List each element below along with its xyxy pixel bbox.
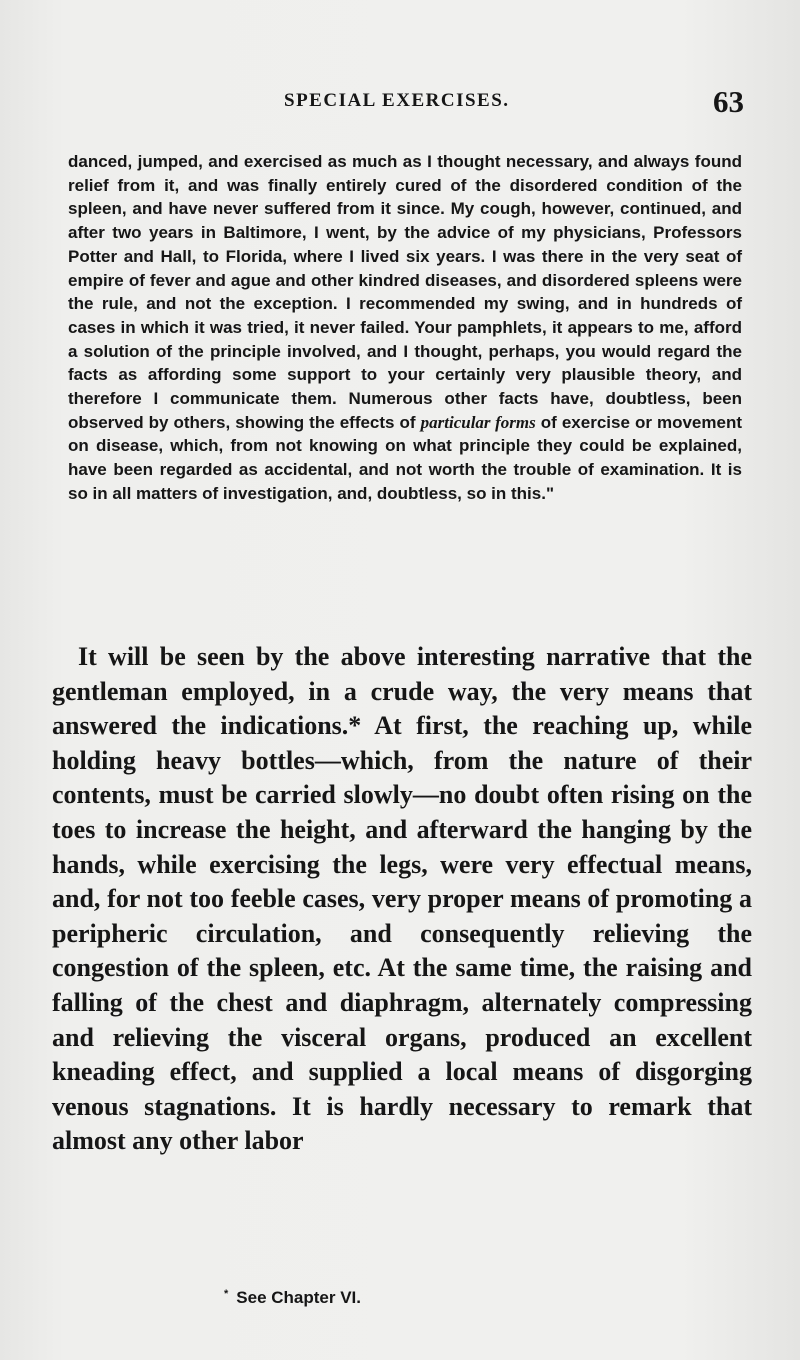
quote-text-start: danced, jumped, and exercised as much as I thought necessary, and always found relief from it, and was finally entirely cured of the disordered condition of the spleen, and have never suffered from it since. My cough, however, continued, and after two years in Baltimore, I went, by the advice of my physicians, Professors Potter and Hall, to Florida, where I lived six years. I was there in the very seat of empire of fever and ague and other kindred diseases, and disordered spleens were the rule, and not the exception. I recommended my swing, and in hundreds of cases in which it was tried, it never failed. Your pamphlets, it appears to me, afford a solution of the principle involved, and I thought, perhaps, you would regard the facts as affording some support to your certainly very plausible theory, and therefore I communicate them. Numerous other facts have, doubtless, been observed by others, showing the effects of xyxy=(68,152,742,432)
page-number: 63 xyxy=(713,84,744,119)
quoted-letter xyxy=(68,150,742,506)
body-paragraph: It will be seen by the above interesting narrative that the gentleman employed, in a crude way, the very means that answered the indications.* At first, the reaching up, while holding heavy bottles—which, from the nature of their contents, must be carried slowly—no doubt often rising on the toes to increase the height, and afterward the hanging by the hands, while exercising the legs, were very effectual means, and, for not too feeble cases, very proper means of promoting a peripheric circulation, and consequently relieving the congestion of the spleen, etc. At the same time, the raising and falling of the chest and diaphragm, alternately compressing and relieving the visceral organs, produced an excellent kneading effect, and supplied a local means of disgorging venous stagnations. It is hardly necessary to remark that almost any other labor xyxy=(52,642,752,1156)
footnote-text: See Chapter VI. xyxy=(236,1288,361,1307)
running-header xyxy=(284,84,744,128)
main-text xyxy=(52,640,752,1159)
quote-text-end: of exercise or movement on disease, which, from not knowing on what principle they could be explained, have been regarded as accidental, and not worth the trouble of examination. It is so in all matters of investigation, and, doubtless, so in this." xyxy=(68,412,742,503)
footnote-mark: * xyxy=(224,1288,229,1300)
chapter-title: SPECIAL EXERCISES. xyxy=(284,90,510,111)
quote-paragraph xyxy=(68,150,742,506)
quote-italic-phrase: particular forms xyxy=(420,412,536,432)
footnote xyxy=(224,1288,361,1308)
